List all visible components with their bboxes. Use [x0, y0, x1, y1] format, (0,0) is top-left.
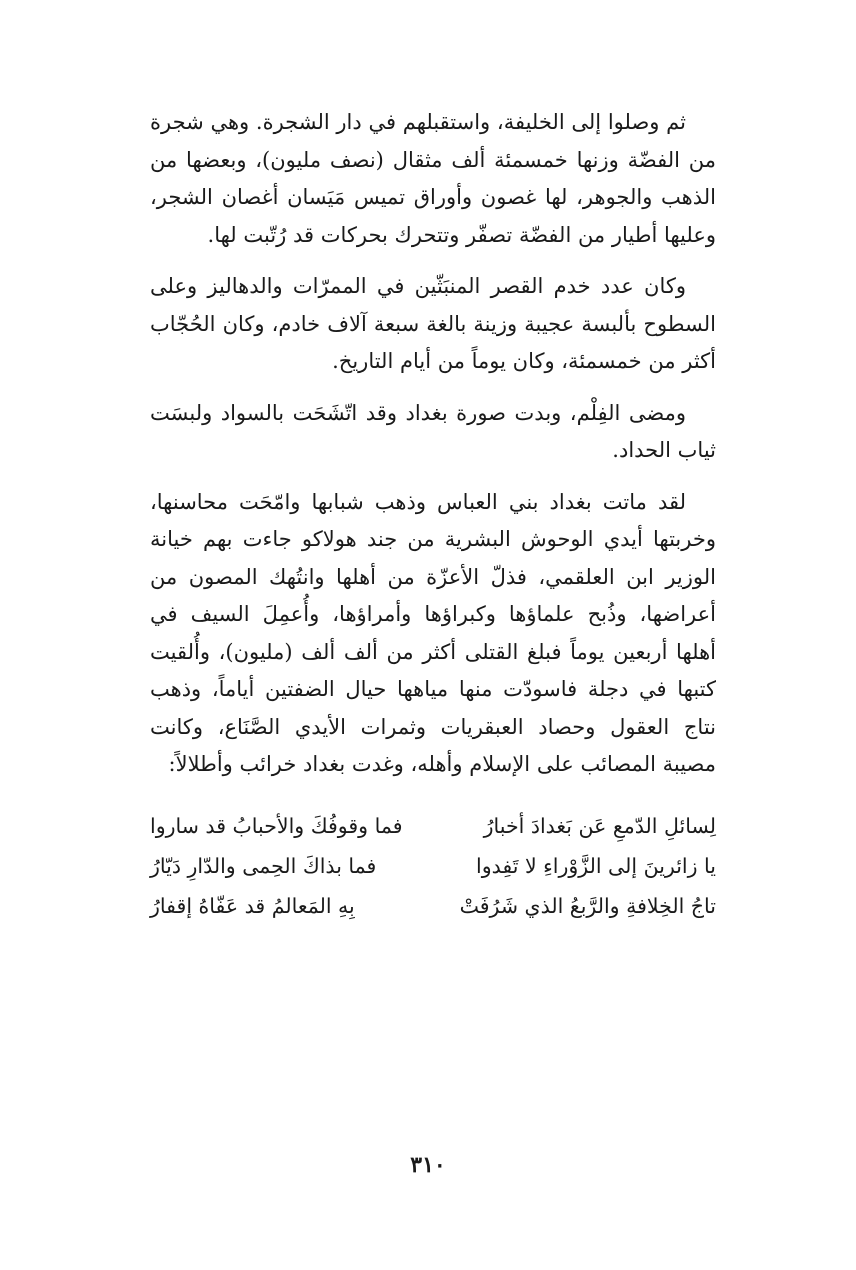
verse-3-first-hemistich: تاجُ الخِلافةِ والرَّبعُ الذي شَرُفَتْ — [459, 893, 716, 918]
verse-2-second-hemistich: فما بذاكَ الحِمى والدّارِ دَيّارُ — [150, 853, 377, 878]
paragraph-4: لقد ماتت بغداد بني العباس وذهب شبابها وامّحَت محاسنها، وخربتها أيدي الوحوش البشرية من جند هولاكو جاءت بهم خيانة الوزير ابن العلقمي، فذلّ الأعزّة من أهلها وانتُهك المصون من أعراضها، وذُبح علماؤها وكبراؤها وأمراؤها، وأُعمِلَ السيف في أهلها أربعين يوماً فبلغ القتلى أكثر من ألف ألف (مليون)، وأُلقيت كتبها في دجلة فاسودّت منها مياهها حيال الضفتين أياماً، وذهب نتاج العقول وحصاد العبقريات وثمرات الأيدي الصَّنَاع، وكانت مصيبة المصائب على الإسلام وأهله، وغدت بغداد خرائب وأطلالاً: — [150, 489, 716, 776]
paragraph-2: وكان عدد خدم القصر المنبَثّين في الممرّات والدهاليز وعلى السطوح بألبسة عجيبة وزينة بالغة سبعة آلاف خادم، وكان الحُجّاب أكثر من خمسمئة، وكان يوماً من أيام التاريخ. — [150, 274, 716, 373]
poem-verse-1 — [150, 806, 716, 846]
page-number: ٣١٠ — [410, 1152, 446, 1178]
verse-1-second-hemistich: فما وقوفُكَ والأحبابُ قد ساروا — [150, 813, 403, 838]
page-body — [150, 104, 716, 926]
paragraph-3: ومضى الفِلْم، وبدت صورة بغداد وقد اتّشَحَت بالسواد ولبسَت ثياب الحداد. — [150, 400, 716, 462]
paragraph-1: ثم وصلوا إلى الخليفة، واستقبلهم في دار الشجرة. وهي شجرة من الفضّة وزنها خمسمئة ألف مثقال (نصف مليون)، وبعضها من الذهب والجوهر، لها غصون وأوراق تميس مَيَسان أغصان الشجر، وعليها أطيار من الفضّة تصفّر وتتحرك بحركات قد رُتّبت لها. — [150, 110, 716, 247]
poem — [150, 806, 716, 926]
verse-1-first-hemistich: لِسائلِ الدّمعِ عَن بَغدادَ أخبارُ — [483, 813, 716, 838]
verse-3-second-hemistich: بِهِ المَعالمُ قد عَفّاهُ إقفارُ — [150, 893, 355, 918]
poem-verse-3 — [150, 886, 716, 926]
verse-2-first-hemistich: يا زائرينَ إلى الزَّوْراءِ لا تَفِدوا — [476, 853, 716, 878]
poem-verse-2 — [150, 846, 716, 886]
